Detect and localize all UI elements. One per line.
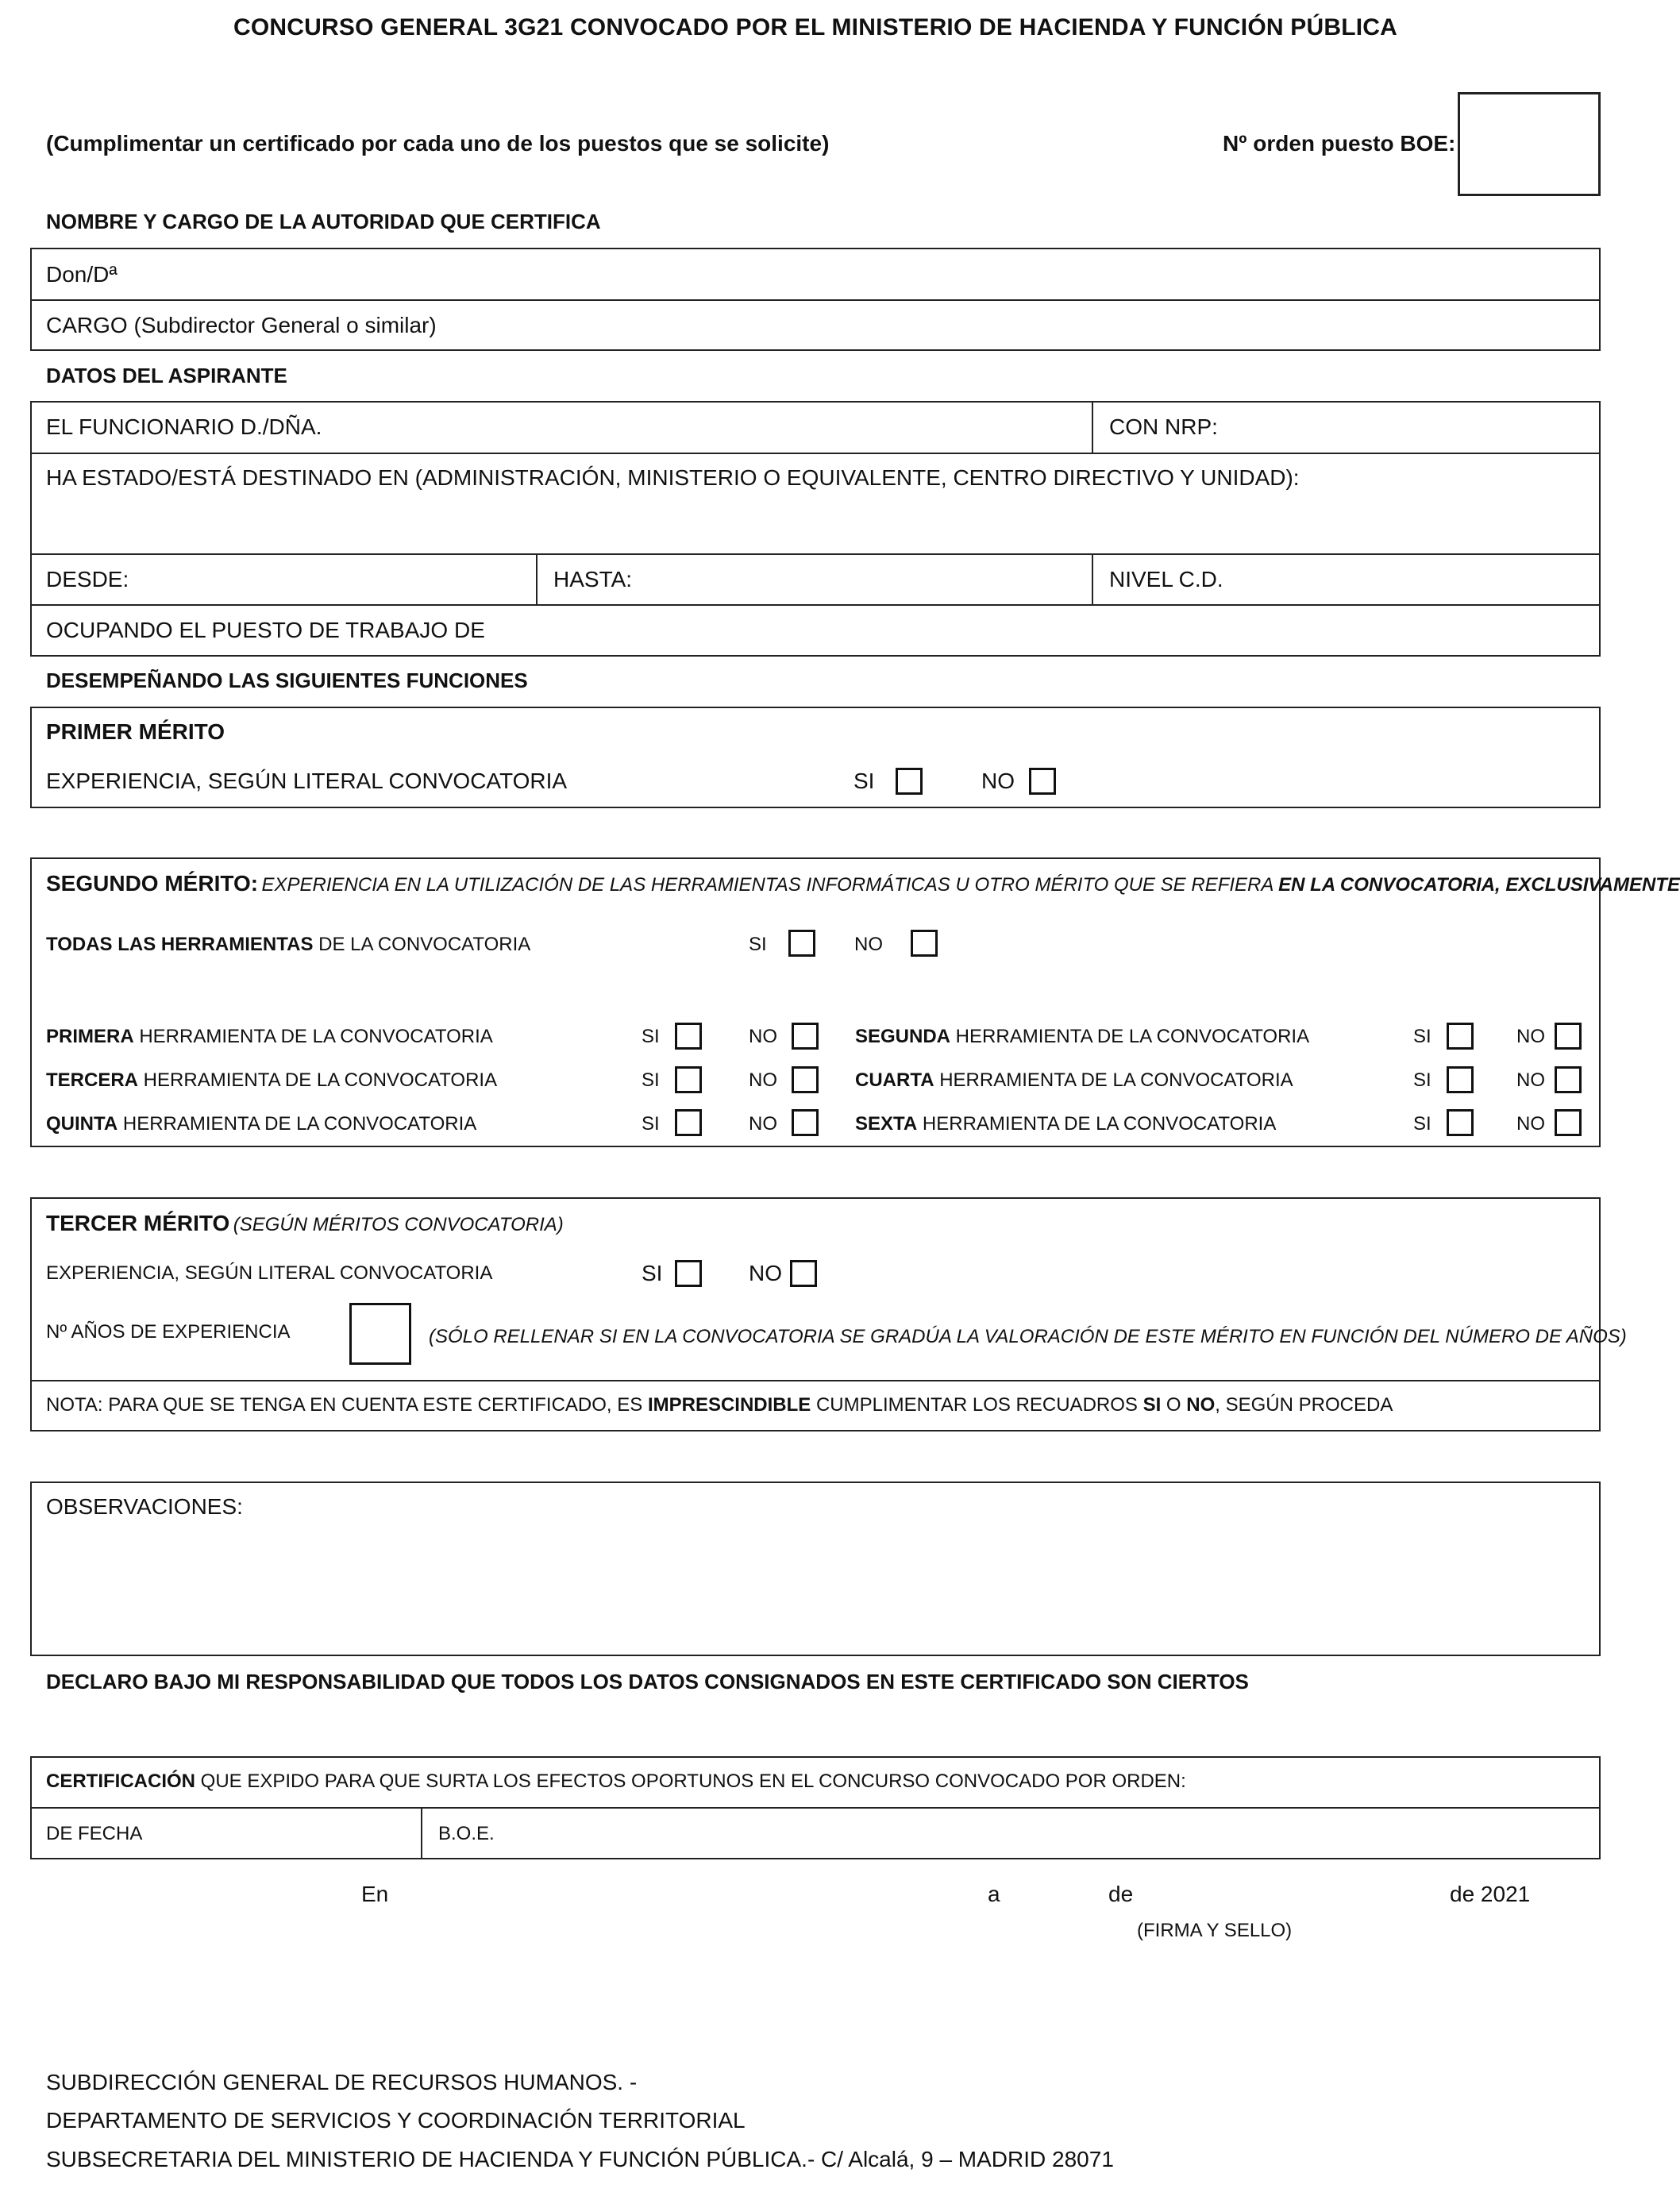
tool-5-label [46,1113,476,1135]
tool-1-yes-checkbox[interactable] [675,1023,702,1050]
authority-name-field[interactable] [159,251,1588,297]
tool-1-yes-label: SI [642,1026,660,1047]
divider [30,453,1601,454]
authority-name-label: Don/Dª [46,262,118,287]
nota-part-c: CUMPLIMENTAR LOS RECUADROS [811,1394,1143,1416]
tool-4-ordinal: CUARTA [855,1069,934,1091]
tool-5-suffix: HERRAMIENTA DE LA CONVOCATORIA [118,1113,477,1135]
merit2-heading-line [46,871,1680,896]
tool-6-yes-label: SI [1413,1113,1431,1135]
divider [421,1807,422,1859]
nota-part-f: NO [1186,1394,1216,1416]
tool-4-yes-label: SI [1413,1069,1431,1091]
nrp-field[interactable] [1215,404,1588,450]
tool-4-label [855,1069,1293,1092]
authority-cargo-label: CARGO (Subdirector General o similar) [46,313,437,337]
merit3-yes-label: SI [642,1261,663,1285]
merit3-nota [46,1394,1393,1416]
tool-3-yes-checkbox[interactable] [675,1066,702,1093]
tool-5-no-label: NO [749,1113,777,1135]
tool-2-label [855,1026,1309,1048]
authority-heading: NOMBRE Y CARGO DE LA AUTORIDAD QUE CERTIFICA [46,210,601,233]
merit3-yes-checkbox[interactable] [675,1260,702,1287]
nrp-label: CON NRP: [1109,414,1218,439]
tool-5-no-checkbox[interactable] [792,1109,819,1136]
authority-cargo-field[interactable] [445,302,1588,349]
signature-de-label: de [1108,1882,1134,1906]
tool-3-label [46,1069,497,1092]
merit2-all-label [46,934,530,956]
functions-heading: DESEMPEÑANDO LAS SIGUIENTES FUNCIONES [46,669,528,692]
from-date-field[interactable] [127,557,524,601]
position-label: OCUPANDO EL PUESTO DE TRABAJO DE [46,618,485,642]
tool-3-suffix: HERRAMIENTA DE LA CONVOCATORIA [138,1069,498,1091]
divider [536,553,538,604]
merit3-years-label: Nº AÑOS DE EXPERIENCIA [46,1321,291,1343]
merit3-years-input-box[interactable] [349,1303,411,1365]
footer-line: DEPARTAMENTO DE SERVICIOS Y COORDINACIÓN TERRITORIAL [46,2108,746,2133]
merit3-heading: TERCER MÉRITO [46,1211,230,1235]
observations-field[interactable] [33,1528,1597,1653]
tool-2-ordinal: SEGUNDA [855,1026,951,1047]
destination-field[interactable] [40,496,1588,550]
merit2-all-no-label: NO [854,934,883,955]
position-field[interactable] [445,607,1588,653]
nota-part-b: IMPRESCINDIBLE [647,1394,811,1416]
nota-part-g: , SEGÚN PROCEDA [1215,1394,1393,1416]
tool-1-no-label: NO [749,1026,777,1047]
merit1-label: EXPERIENCIA, SEGÚN LITERAL CONVOCATORIA [46,769,568,793]
tool-4-no-checkbox[interactable] [1555,1066,1582,1093]
tool-6-label [855,1113,1276,1135]
signature-place-field[interactable] [405,1875,977,1910]
official-label: EL FUNCIONARIO D./DÑA. [46,414,322,439]
certification-bold: CERTIFICACIÓN [46,1771,195,1792]
signature-en-label: En [361,1882,389,1906]
merit3-heading-line [46,1211,564,1236]
observations-label: OBSERVACIONES: [46,1494,243,1519]
nota-part-e: O [1161,1394,1187,1416]
page-title: CONCURSO GENERAL 3G21 CONVOCADO POR EL MINISTERIO DE HACIENDA Y FUNCIÓN PÚBLICA [233,14,1397,40]
divider [30,604,1601,606]
tool-2-yes-checkbox[interactable] [1447,1023,1474,1050]
merit1-heading: PRIMER MÉRITO [46,719,225,744]
merit2-box [30,857,1601,1147]
merit2-all-yes-checkbox[interactable] [788,930,815,957]
level-label: NIVEL C.D. [1109,567,1223,591]
destination-label: HA ESTADO/ESTÁ DESTINADO EN (ADMINISTRACIÓN, MINISTERIO O EQUIVALENTE, CENTRO DIRECTIVO Y UNIDAD): [46,465,1300,490]
to-date-field[interactable] [635,557,1080,601]
merit2-all-rest: DE LA CONVOCATORIA [313,934,531,955]
merit3-heading-note: (SEGÚN MÉRITOS CONVOCATORIA) [233,1214,564,1235]
nota-part-d: SI [1142,1394,1162,1416]
tool-6-yes-checkbox[interactable] [1447,1109,1474,1136]
divider [1092,401,1093,453]
signature-a-label: a [988,1882,1000,1906]
applicant-heading: DATOS DEL ASPIRANTE [46,364,287,387]
merit3-label: EXPERIENCIA, SEGÚN LITERAL CONVOCATORIA [46,1262,493,1284]
tool-4-yes-checkbox[interactable] [1447,1066,1474,1093]
signature-year-label: de 2021 [1450,1882,1531,1906]
certification-text [46,1771,1186,1793]
tool-3-no-label: NO [749,1069,777,1091]
merit2-desc: EXPERIENCIA EN LA UTILIZACIÓN DE LAS HERRAMIENTAS INFORMÁTICAS U OTRO MÉRITO QUE SE REFIERA [261,874,1279,896]
official-name-field[interactable] [318,404,1080,450]
tool-2-suffix: HERRAMIENTA DE LA CONVOCATORIA [950,1026,1310,1047]
merit2-desc-bold: EN LA CONVOCATORIA, EXCLUSIVAMENTE [1278,874,1680,896]
instruction-text: (Cumplimentar un certificado por cada uno de los puestos que se solicite) [46,131,830,156]
certification-boe-label: B.O.E. [438,1823,495,1844]
divider [1092,553,1093,604]
merit1-no-label: NO [981,769,1015,793]
tool-5-yes-checkbox[interactable] [675,1109,702,1136]
merit1-yes-checkbox[interactable] [896,768,923,795]
merit1-yes-label: SI [853,769,875,793]
boe-order-input-box[interactable] [1458,92,1601,196]
nota-part-a: NOTA: PARA QUE SE TENGA EN CUENTA ESTE CERTIFICADO, ES [46,1394,648,1416]
level-field[interactable] [1223,557,1588,601]
merit3-years-note: (SÓLO RELLENAR SI EN LA CONVOCATORIA SE GRADÚA LA VALORACIÓN DE ESTE MÉRITO EN FUNCIÓN DEL NÚMERO DE AÑOS) [429,1326,1627,1347]
tool-2-no-label: NO [1516,1026,1545,1047]
tool-2-yes-label: SI [1413,1026,1431,1047]
certification-date-label: DE FECHA [46,1823,143,1844]
tool-1-suffix: HERRAMIENTA DE LA CONVOCATORIA [133,1026,493,1047]
tool-1-label [46,1026,493,1048]
merit2-heading: SEGUNDO MÉRITO: [46,871,259,896]
tool-6-no-checkbox[interactable] [1555,1109,1582,1136]
to-label: HASTA: [553,567,633,591]
declaration-text: DECLARO BAJO MI RESPONSABILIDAD QUE TODOS LOS DATOS CONSIGNADOS EN ESTE CERTIFICADO SON CIERTOS [46,1670,1249,1693]
tool-4-no-label: NO [1516,1069,1545,1091]
divider [30,553,1601,555]
certification-date-field[interactable] [159,1810,413,1856]
signature-month-field[interactable] [1143,1875,1445,1910]
tool-5-ordinal: QUINTA [46,1113,118,1135]
tool-4-suffix: HERRAMIENTA DE LA CONVOCATORIA [934,1069,1293,1091]
tool-6-suffix: HERRAMIENTA DE LA CONVOCATORIA [917,1113,1277,1135]
divider [30,1380,1601,1381]
merit2-all-no-checkbox[interactable] [911,930,938,957]
tool-6-ordinal: SEXTA [855,1113,918,1135]
merit1-no-checkbox[interactable] [1029,768,1056,795]
merit2-all-bold: TODAS LAS HERRAMIENTAS [46,934,314,955]
tool-2-no-checkbox[interactable] [1555,1023,1582,1050]
tool-1-ordinal: PRIMERA [46,1026,134,1047]
signature-day-field[interactable] [1008,1875,1104,1910]
tool-6-no-label: NO [1516,1113,1545,1135]
tool-3-ordinal: TERCERA [46,1069,139,1091]
tool-3-yes-label: SI [642,1069,660,1091]
merit3-no-label: NO [749,1261,782,1285]
certification-rest: QUE EXPIDO PARA QUE SURTA LOS EFECTOS OPORTUNOS EN EL CONCURSO CONVOCADO POR ORDEN: [195,1771,1186,1792]
merit3-no-checkbox[interactable] [790,1260,817,1287]
tool-5-yes-label: SI [642,1113,660,1135]
footer-line: SUBSECRETARIA DEL MINISTERIO DE HACIENDA Y FUNCIÓN PÚBLICA.- C/ Alcalá, 9 – MADRID 28071 [46,2147,1114,2171]
signature-sign-label: (FIRMA Y SELLO) [1137,1920,1293,1941]
boe-order-label: Nº orden puesto BOE: [1223,131,1456,156]
tool-1-no-checkbox[interactable] [792,1023,819,1050]
tool-3-no-checkbox[interactable] [792,1066,819,1093]
footer-line: SUBDIRECCIÓN GENERAL DE RECURSOS HUMANOS. - [46,2070,638,2094]
from-label: DESDE: [46,567,129,591]
certification-boe-field[interactable] [516,1810,1588,1856]
merit2-all-yes-label: SI [749,934,767,955]
divider [30,299,1601,301]
divider [30,1807,1601,1809]
